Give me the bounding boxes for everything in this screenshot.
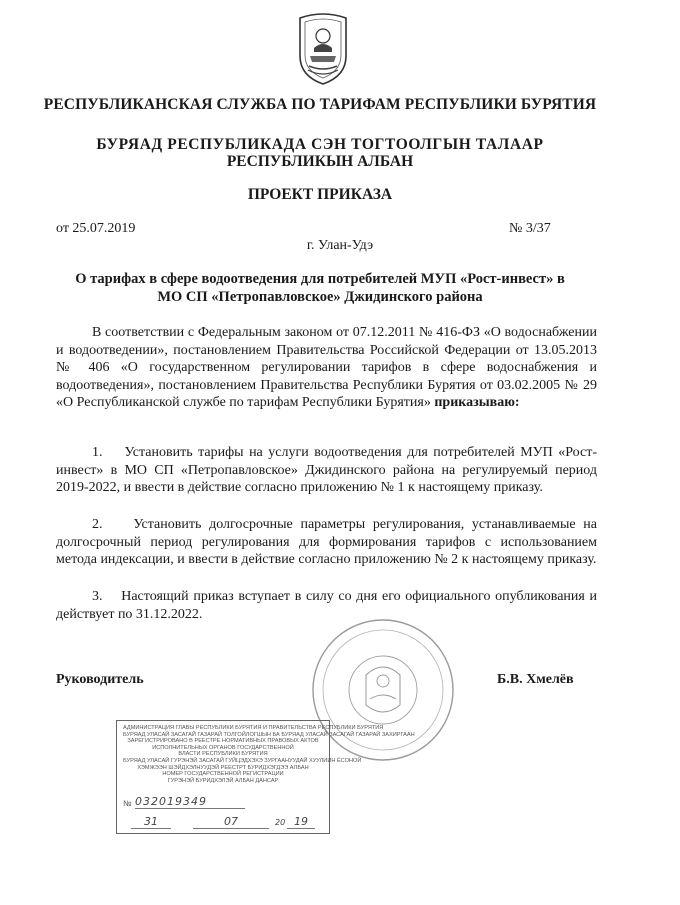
subject-line-2: МО СП «Петропавловское» Джидинского района: [157, 289, 483, 305]
item-number: 3.: [92, 589, 103, 604]
stamp-line: ИСПОЛНИТЕЛЬНЫХ ОРГАНОВ ГОСУДАРСТВЕННОЙ: [152, 744, 294, 751]
stamp-line: ХЭМЖЭЭН ШЭЙДХЭЛНУУДЭЙ РЕЕСТРТ БУРИДХЭГДЭЭ АЛБАН: [137, 764, 309, 771]
preamble-paragraph: [56, 324, 597, 412]
document-date: от 25.07.2019: [56, 221, 136, 236]
registration-stamp: [116, 720, 415, 834]
stamp-year-suffix: 19: [287, 815, 315, 829]
order-word: приказываю:: [434, 395, 520, 410]
stamp-line: НОМЕР ГОСУДАРСТВЕННОЙ РЕГИСТРАЦИИ: [162, 771, 284, 778]
document-subject: [0, 270, 640, 306]
item-number: 2.: [92, 517, 103, 532]
agency-title-ru: РЕСПУБЛИКАНСКАЯ СЛУЖБА ПО ТАРИФАМ РЕСПУБЛИКИ БУРЯТИЯ: [43, 96, 597, 113]
document-type: ПРОЕКТ ПРИКАЗА: [247, 186, 393, 203]
stamp-month: 07: [193, 815, 269, 829]
subject-line-1: О тарифах в сфере водоотведения для потребителей МУП «Рост-инвест» в: [75, 271, 565, 287]
agency-title-bua-line2: РЕСПУБЛИКЫН АЛБАН: [226, 153, 414, 170]
order-item-1: [56, 444, 597, 497]
item-text: Настоящий приказ вступает в силу со дня его официального опубликования и действует по 31.12.2022.: [56, 589, 598, 622]
stamp-line: АДМИНИСТРАЦИЯ ГЛАВЫ РЕСПУБЛИКИ БУРЯТИЯ И ПРАВИТЕЛЬСТВА РЕСПУБЛИКИ БУРЯТИЯ: [123, 725, 384, 731]
signatory-role: Руководитель: [56, 672, 144, 687]
preamble-text: В соответствии с Федеральным законом от 07.12.2011 № 416-ФЗ «О водоснабжении и водоотведении», постановлением Правительства Российской Федерации от 13.05.2013 № 406 «О государственном регулировании тарифов в сфере водоснабжения и водоотведения», постановлением Правительства Республики Бурятия от 03.02.2005 № 29 «О Республиканской службе по тарифам Республики Бурятия»: [56, 325, 597, 410]
stamp-reg-label: №: [123, 799, 132, 808]
stamp-line: ВЛАСТИ РЕСПУБЛИКИ БУРЯТИЯ: [178, 751, 268, 758]
item-number: 1.: [92, 445, 103, 460]
order-item-2: [56, 516, 597, 569]
stamp-line: ГУРЭНЭЙ БУРИДХЭЛЭЙ АЛБАН ДАНСАР: [167, 777, 279, 784]
signatory-name: Б.В. Хмелёв: [497, 672, 574, 687]
stamp-day: 31: [131, 815, 171, 829]
document-number: № 3/37: [509, 221, 551, 236]
agency-title-bua-line1: БУРЯАД РЕСПУБЛИКАДА СЭН ТОГТООЛГЫН ТАЛААР: [96, 136, 544, 153]
stamp-line: БУРЯАД УЛАСАЙ ЗАСАГАЙ ГАЗАРАЙ ТОЛГОЙЛОГШЫН БА БУРЯАД УЛАСАЙ ЗАСАГАЙ ГАЗАРАЙ ЗАХИРГААН: [123, 731, 415, 738]
stamp-line: БУРЯАД УЛАСАЙ ГУРЭНЭЙ ЗАСАГАЙ ГУЙЦЭДХЭХЭ ЗУРГААНУУДАЙ ХУУЛИИН ЁСОНОЙ: [123, 757, 362, 764]
coat-of-arms-icon: [296, 12, 350, 86]
stamp-year-prefix: 20: [275, 818, 286, 827]
stamp-reg-number: 032019349: [135, 795, 245, 809]
item-text: Установить тарифы на услуги водоотведения для потребителей МУП «Рост-инвест» в МО СП «Петропавловское» Джидинского района на регулируемый период 2019-2022, и ввести в действие согласно приложению № 1 к настоящему приказу.: [56, 445, 597, 495]
official-seal: [308, 615, 458, 765]
stamp-line: ЗАРЕГИСТРИРОВАНО В РЕЕСТРЕ НОРМАТИВНЫХ ПРАВОВЫХ АКТОВ: [127, 738, 319, 745]
document-city: г. Улан-Удэ: [306, 238, 374, 253]
item-text: Установить долгосрочные параметры регулирования, устанавливаемые на долгосрочный период регулирования для формирования тарифов с использованием метода индексации, и ввести в действие согласно приложению № 2 к настоящему приказу.: [56, 517, 598, 567]
